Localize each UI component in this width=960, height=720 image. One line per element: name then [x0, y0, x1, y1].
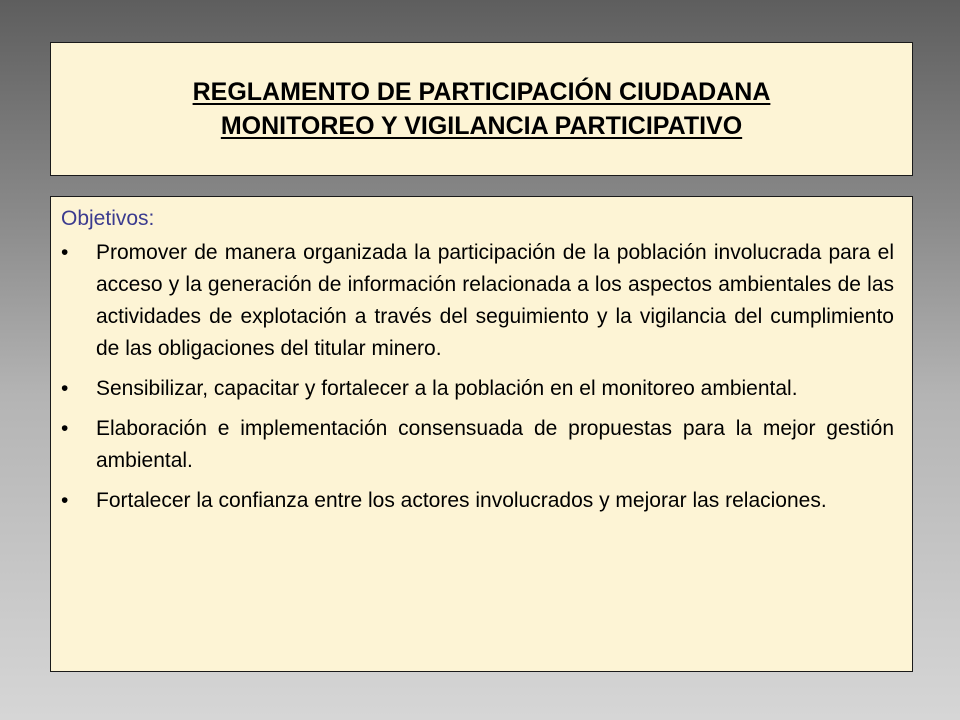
objectives-heading: Objetivos:: [61, 207, 155, 230]
bullet-icon: •: [61, 377, 69, 400]
list-item-text: Promover de manera organizada la participación de la población involucrada para el acceso y la generación de información relacionada a los aspectos ambientales de las actividades de explotación a través del seguimiento y la vigilancia del cumplimiento de las obligaciones del titular minero.: [96, 241, 894, 360]
objectives-list: [61, 237, 894, 517]
bullet-icon: •: [61, 489, 69, 512]
list-item: [61, 373, 894, 405]
bullet-icon: •: [61, 417, 69, 440]
slide-title-line-1: REGLAMENTO DE PARTICIPACIÓN CIUDADANA: [192, 78, 771, 106]
slide-title-line-2: MONITOREO Y VIGILANCIA PARTICIPATIVO: [220, 112, 743, 140]
title-panel: [50, 42, 913, 176]
list-item: [61, 237, 894, 365]
content-panel: [50, 196, 913, 672]
list-item: [61, 413, 894, 477]
list-item: [61, 485, 894, 517]
list-item-text: Sensibilizar, capacitar y fortalecer a la población en el monitoreo ambiental.: [96, 377, 798, 400]
list-item-text: Elaboración e implementación consensuada de propuestas para la mejor gestión ambiental.: [96, 417, 894, 472]
list-item-text: Fortalecer la confianza entre los actores involucrados y mejorar las relaciones.: [96, 489, 827, 512]
bullet-icon: •: [61, 241, 69, 264]
